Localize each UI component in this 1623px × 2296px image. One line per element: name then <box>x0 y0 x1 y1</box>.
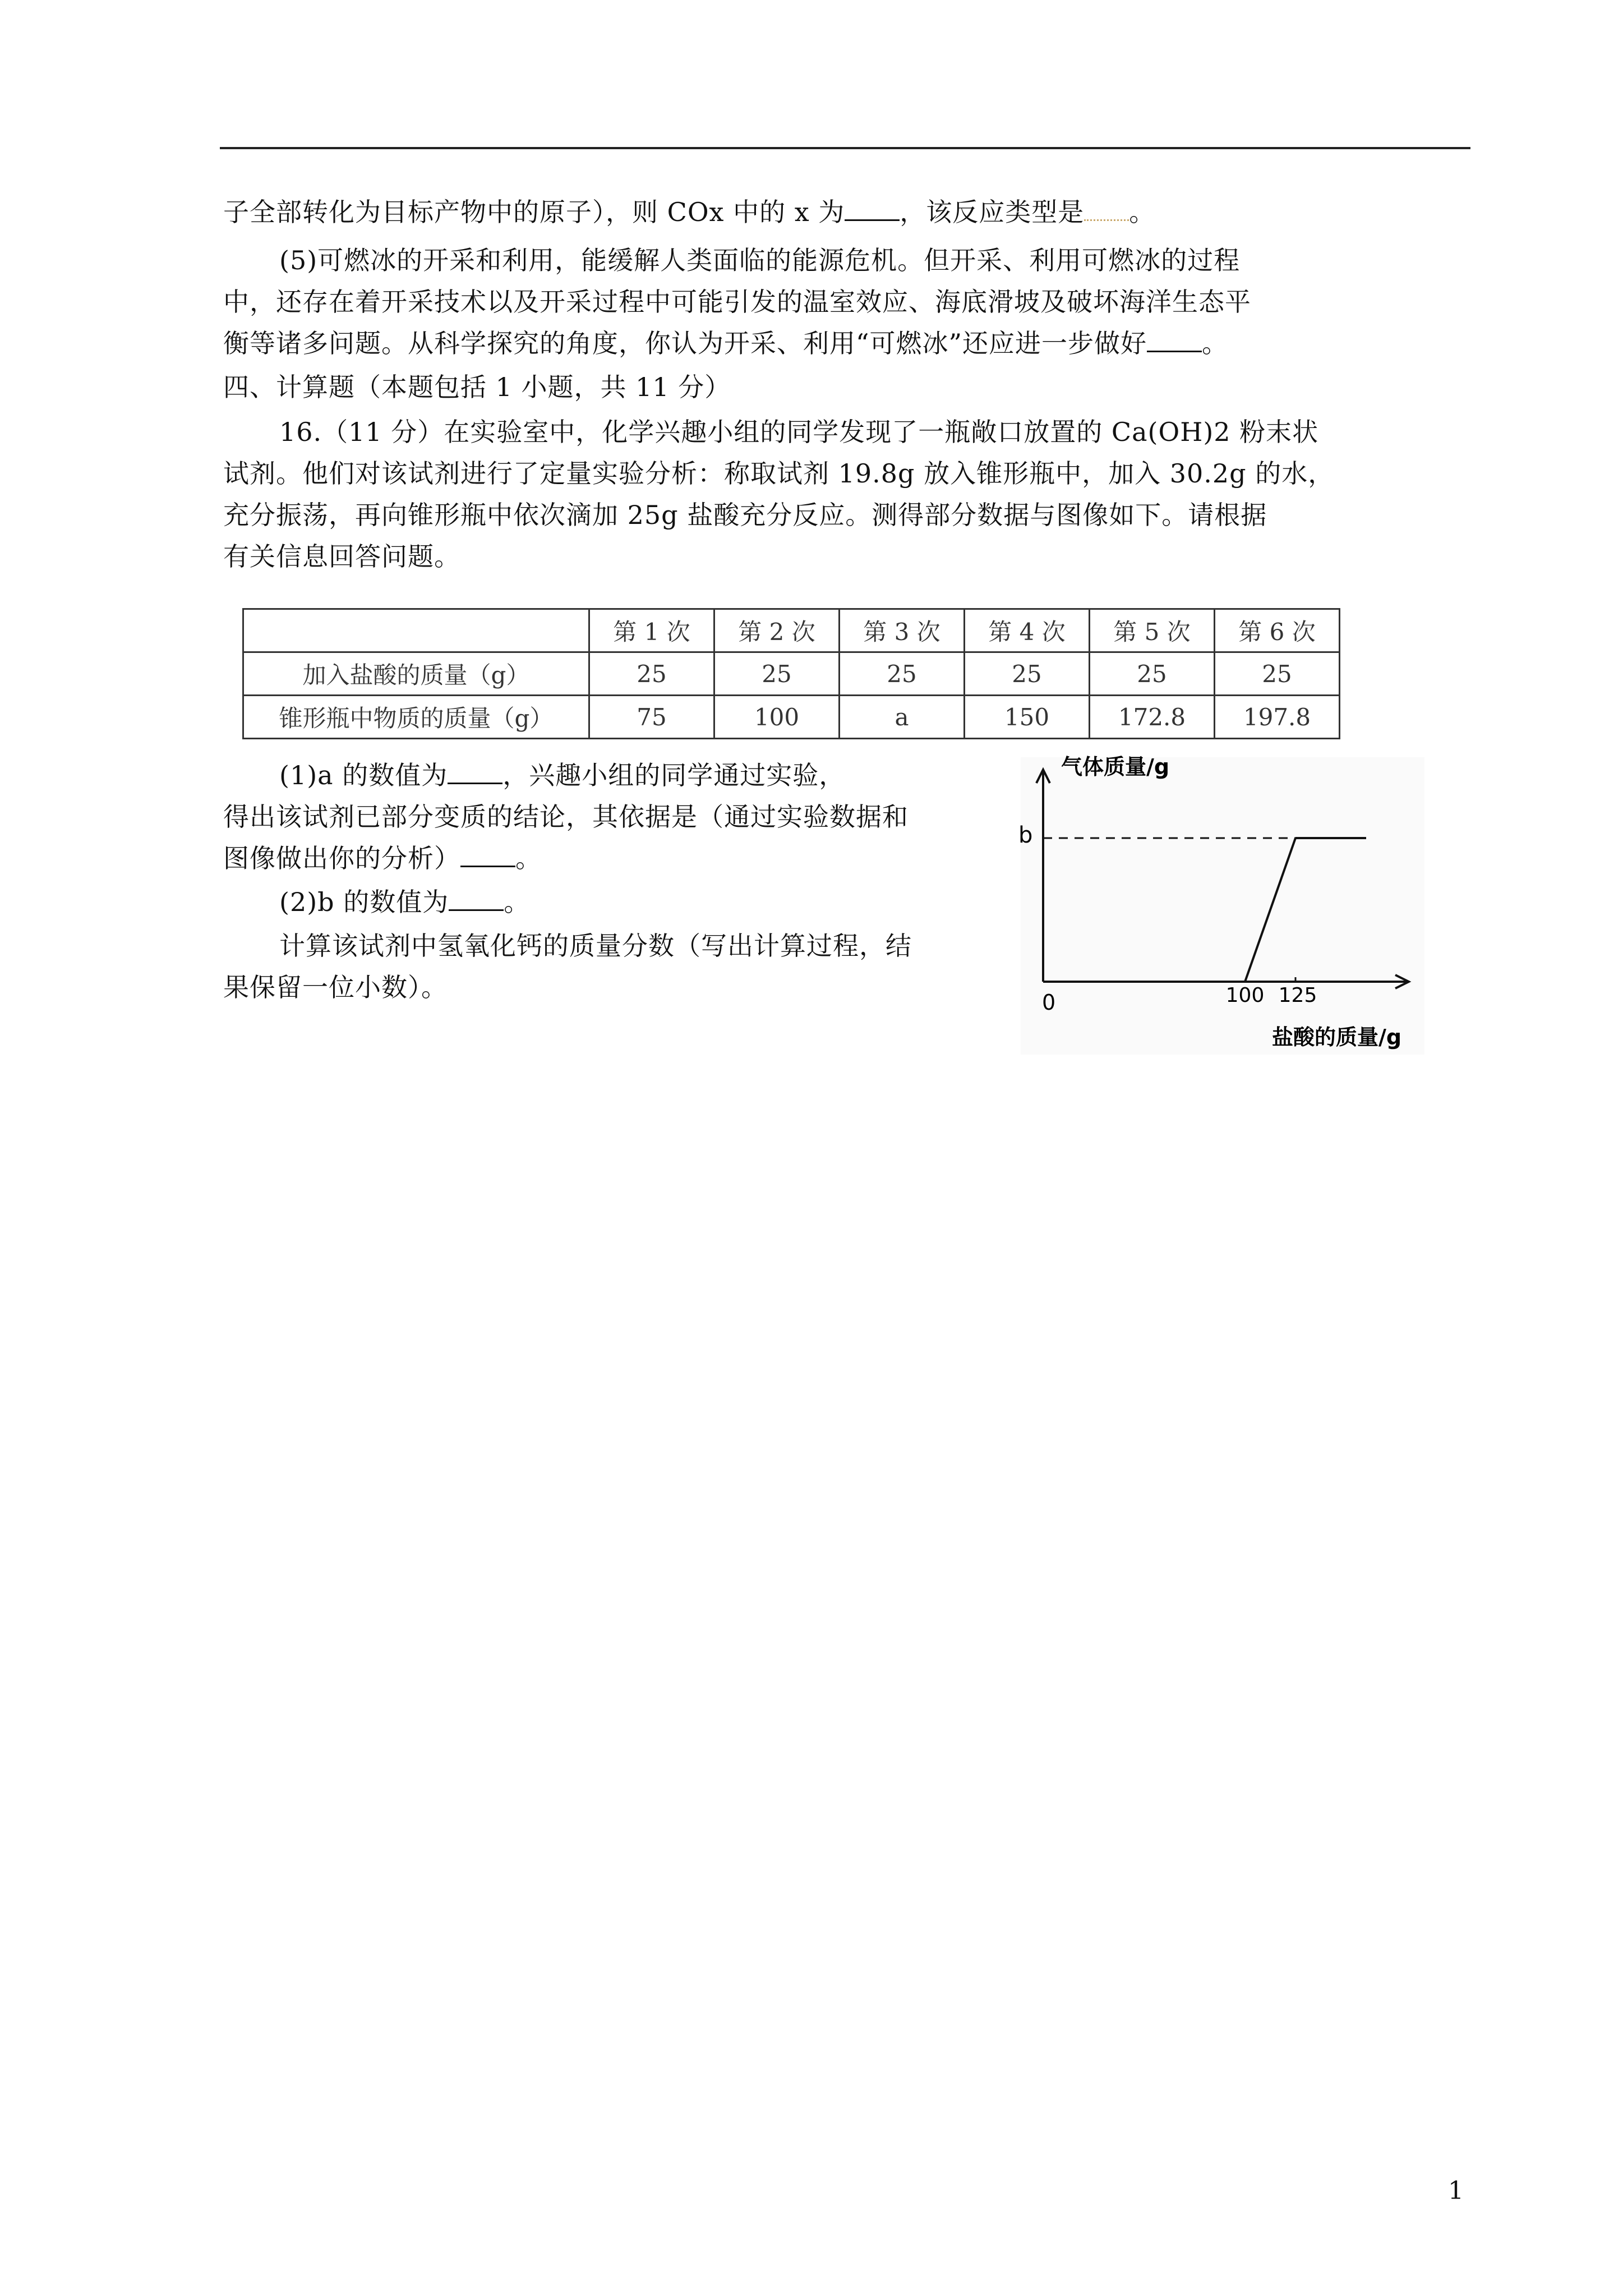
section-heading: 四、计算题（本题包括 1 小题，共 11 分） <box>223 372 731 402</box>
x-axis-label: 盐酸的质量/g <box>1272 1025 1402 1050</box>
table-cell: 75 <box>589 696 714 739</box>
origin-label: 0 <box>1042 990 1056 1015</box>
table-header-cell: 第 1 次 <box>589 609 714 652</box>
table-cell: a <box>840 696 965 739</box>
q1-line1 <box>279 760 845 791</box>
table-cell: 197.8 <box>1215 696 1340 739</box>
answer-blank <box>845 197 900 221</box>
text: 。 <box>515 843 542 873</box>
text: ，兴趣小组的同学通过实验， <box>502 760 846 790</box>
continuation-line <box>223 196 1155 228</box>
text: 。 <box>504 887 531 917</box>
text: 衡等诸多问题。从科学探究的角度，你认为开采、利用“可燃冰”还应进一步做好 <box>223 328 1147 358</box>
text: 图像做出你的分析） <box>223 843 460 873</box>
table-cell: 25 <box>840 652 965 696</box>
table-header-row <box>243 609 1340 652</box>
table-header-cell: 第 6 次 <box>1215 609 1340 652</box>
table-header-cell: 第 2 次 <box>714 609 840 652</box>
text: 。 <box>1129 197 1156 227</box>
q16-line1: 16.（11 分）在实验室中，化学兴趣小组的同学发现了一瓶敞口放置的 Ca(OH)2 粉末状 <box>279 417 1319 447</box>
x-tick-label-100: 100 <box>1225 984 1265 1007</box>
q3-line2: 果保留一位小数）。 <box>223 972 448 1002</box>
data-table <box>242 608 1340 739</box>
q5-line2: 中，还存在着开采技术以及开采过程中可能引发的温室效应、海底滑坡及破坏海洋生态平 <box>223 287 1251 317</box>
text: 子全部转化为目标产物中的原子），则 COx 中的 x 为 <box>223 197 845 227</box>
table-header-cell <box>243 609 589 652</box>
q1-line3 <box>223 843 542 874</box>
text: (2)b 的数值为 <box>279 887 449 917</box>
table-cell: 25 <box>1215 652 1340 696</box>
table-cell: 100 <box>714 696 840 739</box>
y-axis-label: 气体质量/g <box>1061 754 1170 779</box>
table-cell: 25 <box>965 652 1090 696</box>
table-row <box>243 652 1340 696</box>
page-number: 1 <box>1448 2177 1464 2205</box>
table-cell: 25 <box>1090 652 1215 696</box>
q1-line2: 得出该试剂已部分变质的结论，其依据是（通过实验数据和 <box>223 802 909 832</box>
table-header-cell: 第 3 次 <box>840 609 965 652</box>
text: 。 <box>1202 328 1229 358</box>
table-cell: 150 <box>965 696 1090 739</box>
answer-blank <box>449 887 504 911</box>
q16-line2: 试剂。他们对该试剂进行了定量实验分析：称取试剂 19.8g 放入锥形瓶中，加入 30.2g 的水， <box>223 458 1335 489</box>
answer-blank <box>448 760 502 784</box>
gas-mass-graph <box>1018 754 1424 1055</box>
table-header-cell: 第 5 次 <box>1090 609 1215 652</box>
table-cell: 25 <box>589 652 714 696</box>
x-tick-label-125: 125 <box>1278 984 1317 1007</box>
table-header-cell: 第 4 次 <box>965 609 1090 652</box>
b-label: b <box>1018 822 1033 848</box>
text: (1)a 的数值为 <box>279 760 448 790</box>
answer-blank <box>460 843 515 867</box>
table-row <box>243 696 1340 739</box>
graph-background <box>1021 757 1424 1055</box>
table-cell: 25 <box>714 652 840 696</box>
q3-line1: 计算该试剂中氢氧化钙的质量分数（写出计算过程，结 <box>279 931 912 961</box>
q5-line1: (5)可燃冰的开采和利用，能缓解人类面临的能源危机。但开采、利用可燃冰的过程 <box>279 245 1241 275</box>
table-cell: 锥形瓶中物质的质量（g） <box>243 696 589 739</box>
table-cell: 172.8 <box>1090 696 1215 739</box>
q5-line3 <box>223 328 1228 359</box>
answer-blank <box>1147 328 1202 352</box>
answer-blank <box>1084 197 1129 221</box>
header-rule <box>220 147 1470 149</box>
q2-line <box>279 886 530 918</box>
q16-line4: 有关信息回答问题。 <box>223 541 460 572</box>
q16-line3: 充分振荡，再向锥形瓶中依次滴加 25g 盐酸充分反应。测得部分数据与图像如下。请根据 <box>223 500 1267 530</box>
table-cell: 加入盐酸的质量（g） <box>243 652 589 696</box>
text: ，该反应类型是 <box>900 197 1085 227</box>
